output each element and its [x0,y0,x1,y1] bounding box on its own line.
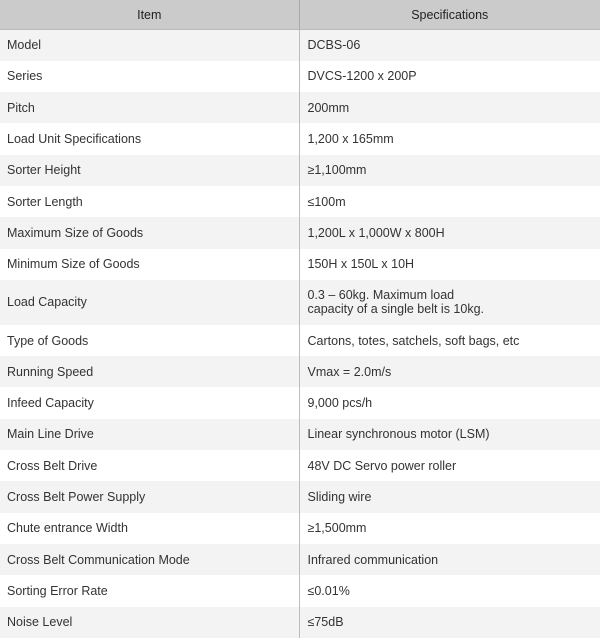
row-spec-value: Sliding wire [299,481,600,512]
row-spec-value: ≥1,500mm [299,513,600,544]
table-body [0,30,600,638]
row-spec-value: DVCS-1200 x 200P [299,61,600,92]
row-item-label: Type of Goods [0,325,299,356]
row-item-label: Model [0,30,299,61]
table-row [0,575,600,606]
row-item-label: Main Line Drive [0,419,299,450]
table-row [0,387,600,418]
table-row [0,186,600,217]
row-item-label: Cross Belt Power Supply [0,481,299,512]
row-spec-value: 200mm [299,92,600,123]
row-item-label: Series [0,61,299,92]
header-row [0,0,600,30]
row-item-label: Maximum Size of Goods [0,217,299,248]
row-spec-value: DCBS-06 [299,30,600,61]
table-row [0,544,600,575]
row-item-label: Noise Level [0,607,299,638]
table-row [0,325,600,356]
table-row [0,123,600,154]
row-spec-value: 9,000 pcs/h [299,387,600,418]
table-row [0,249,600,280]
row-spec-value: 1,200 x 165mm [299,123,600,154]
row-item-label: Pitch [0,92,299,123]
row-item-label: Cross Belt Drive [0,450,299,481]
table-row [0,155,600,186]
row-item-label: Cross Belt Communication Mode [0,544,299,575]
table-header [0,0,600,30]
row-spec-value: Infrared communication [299,544,600,575]
table-row [0,481,600,512]
table-row [0,280,600,325]
row-spec-value: Vmax = 2.0m/s [299,356,600,387]
row-item-label: Infeed Capacity [0,387,299,418]
row-item-label: Sorter Height [0,155,299,186]
table-row [0,513,600,544]
row-item-label: Running Speed [0,356,299,387]
row-spec-value: Linear synchronous motor (LSM) [299,419,600,450]
column-header-item: Item [0,0,299,30]
table-row [0,356,600,387]
row-item-label: Sorter Length [0,186,299,217]
table-row [0,217,600,248]
row-spec-value: ≤75dB [299,607,600,638]
row-item-label: Load Unit Specifications [0,123,299,154]
table-row [0,92,600,123]
row-spec-value: 48V DC Servo power roller [299,450,600,481]
row-item-label: Sorting Error Rate [0,575,299,606]
row-item-label: Chute entrance Width [0,513,299,544]
spec-line-1: 0.3 – 60kg. Maximum load [307,288,455,303]
table-row [0,450,600,481]
table-row [0,607,600,638]
row-spec-value: ≤0.01% [299,575,600,606]
row-spec-value: 150H x 150L x 10H [299,249,600,280]
spec-line-2: capacity of a single belt is 10kg. [307,302,484,317]
row-spec-value: Cartons, totes, satchels, soft bags, etc [299,325,600,356]
row-item-label: Load Capacity [0,280,299,325]
row-spec-value: 1,200L x 1,000W x 800H [299,217,600,248]
row-item-label: Minimum Size of Goods [0,249,299,280]
row-spec-value [299,280,600,325]
row-spec-value: ≥1,100mm [299,155,600,186]
table-row [0,419,600,450]
table-row [0,61,600,92]
row-spec-value: ≤100m [299,186,600,217]
column-header-specifications: Specifications [299,0,600,30]
table-row [0,30,600,61]
